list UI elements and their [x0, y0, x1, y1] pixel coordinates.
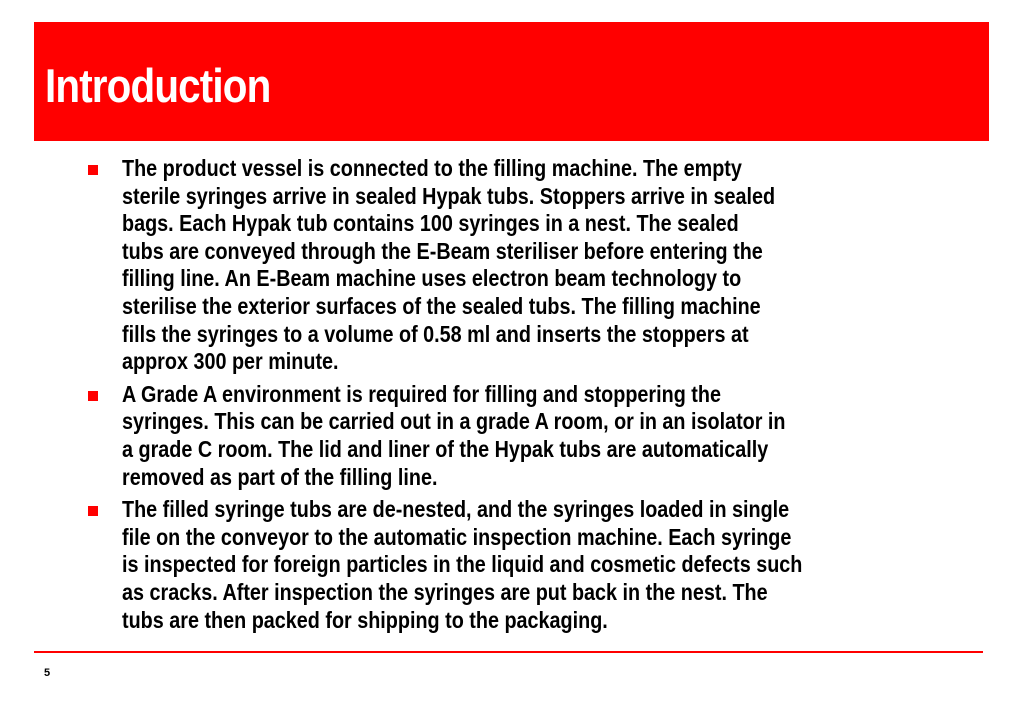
bullet-list [88, 155, 958, 639]
page-number: 5 [44, 667, 51, 679]
square-bullet-icon [88, 506, 98, 516]
bullet-text: A Grade A environment is required for filling and stoppering the syringes. This can be carried out in a grade A room, or in an isolator in a grade C room. The lid and liner of the Hypak tubs are automatically removed as part of the filling line. [122, 380, 786, 490]
bullet-item [88, 496, 958, 634]
bullet-item [88, 381, 958, 491]
square-bullet-icon [88, 165, 98, 175]
square-bullet-icon [88, 391, 98, 401]
bullet-text: The product vessel is connected to the filling machine. The empty sterile syringes arrive in sealed Hypak tubs. Stoppers arrive in sealed bags. Each Hypak tub contains 100 syringes in a nest. The sealed tubs are conveyed through the E-Beam steriliser before entering the filling line. An E-Beam machine uses electron beam technology to sterilise the exterior surfaces of the sealed tubs. The filling machine fills the syringes to a volume of 0.58 ml and inserts the stoppers at approx 300 per minute. [122, 155, 776, 375]
bullet-item [88, 155, 958, 376]
footer-divider [34, 651, 983, 653]
bullet-text: The filled syringe tubs are de-nested, and the syringes loaded in single file on the conveyor to the automatic inspection machine. Each syringe is inspected for foreign particles in the liquid and cosmetic defects such as cracks. After inspection the syringes are put back in the nest. The tubs are then packed for shipping to the packaging. [122, 496, 803, 633]
slide-title: Introduction [45, 59, 271, 112]
